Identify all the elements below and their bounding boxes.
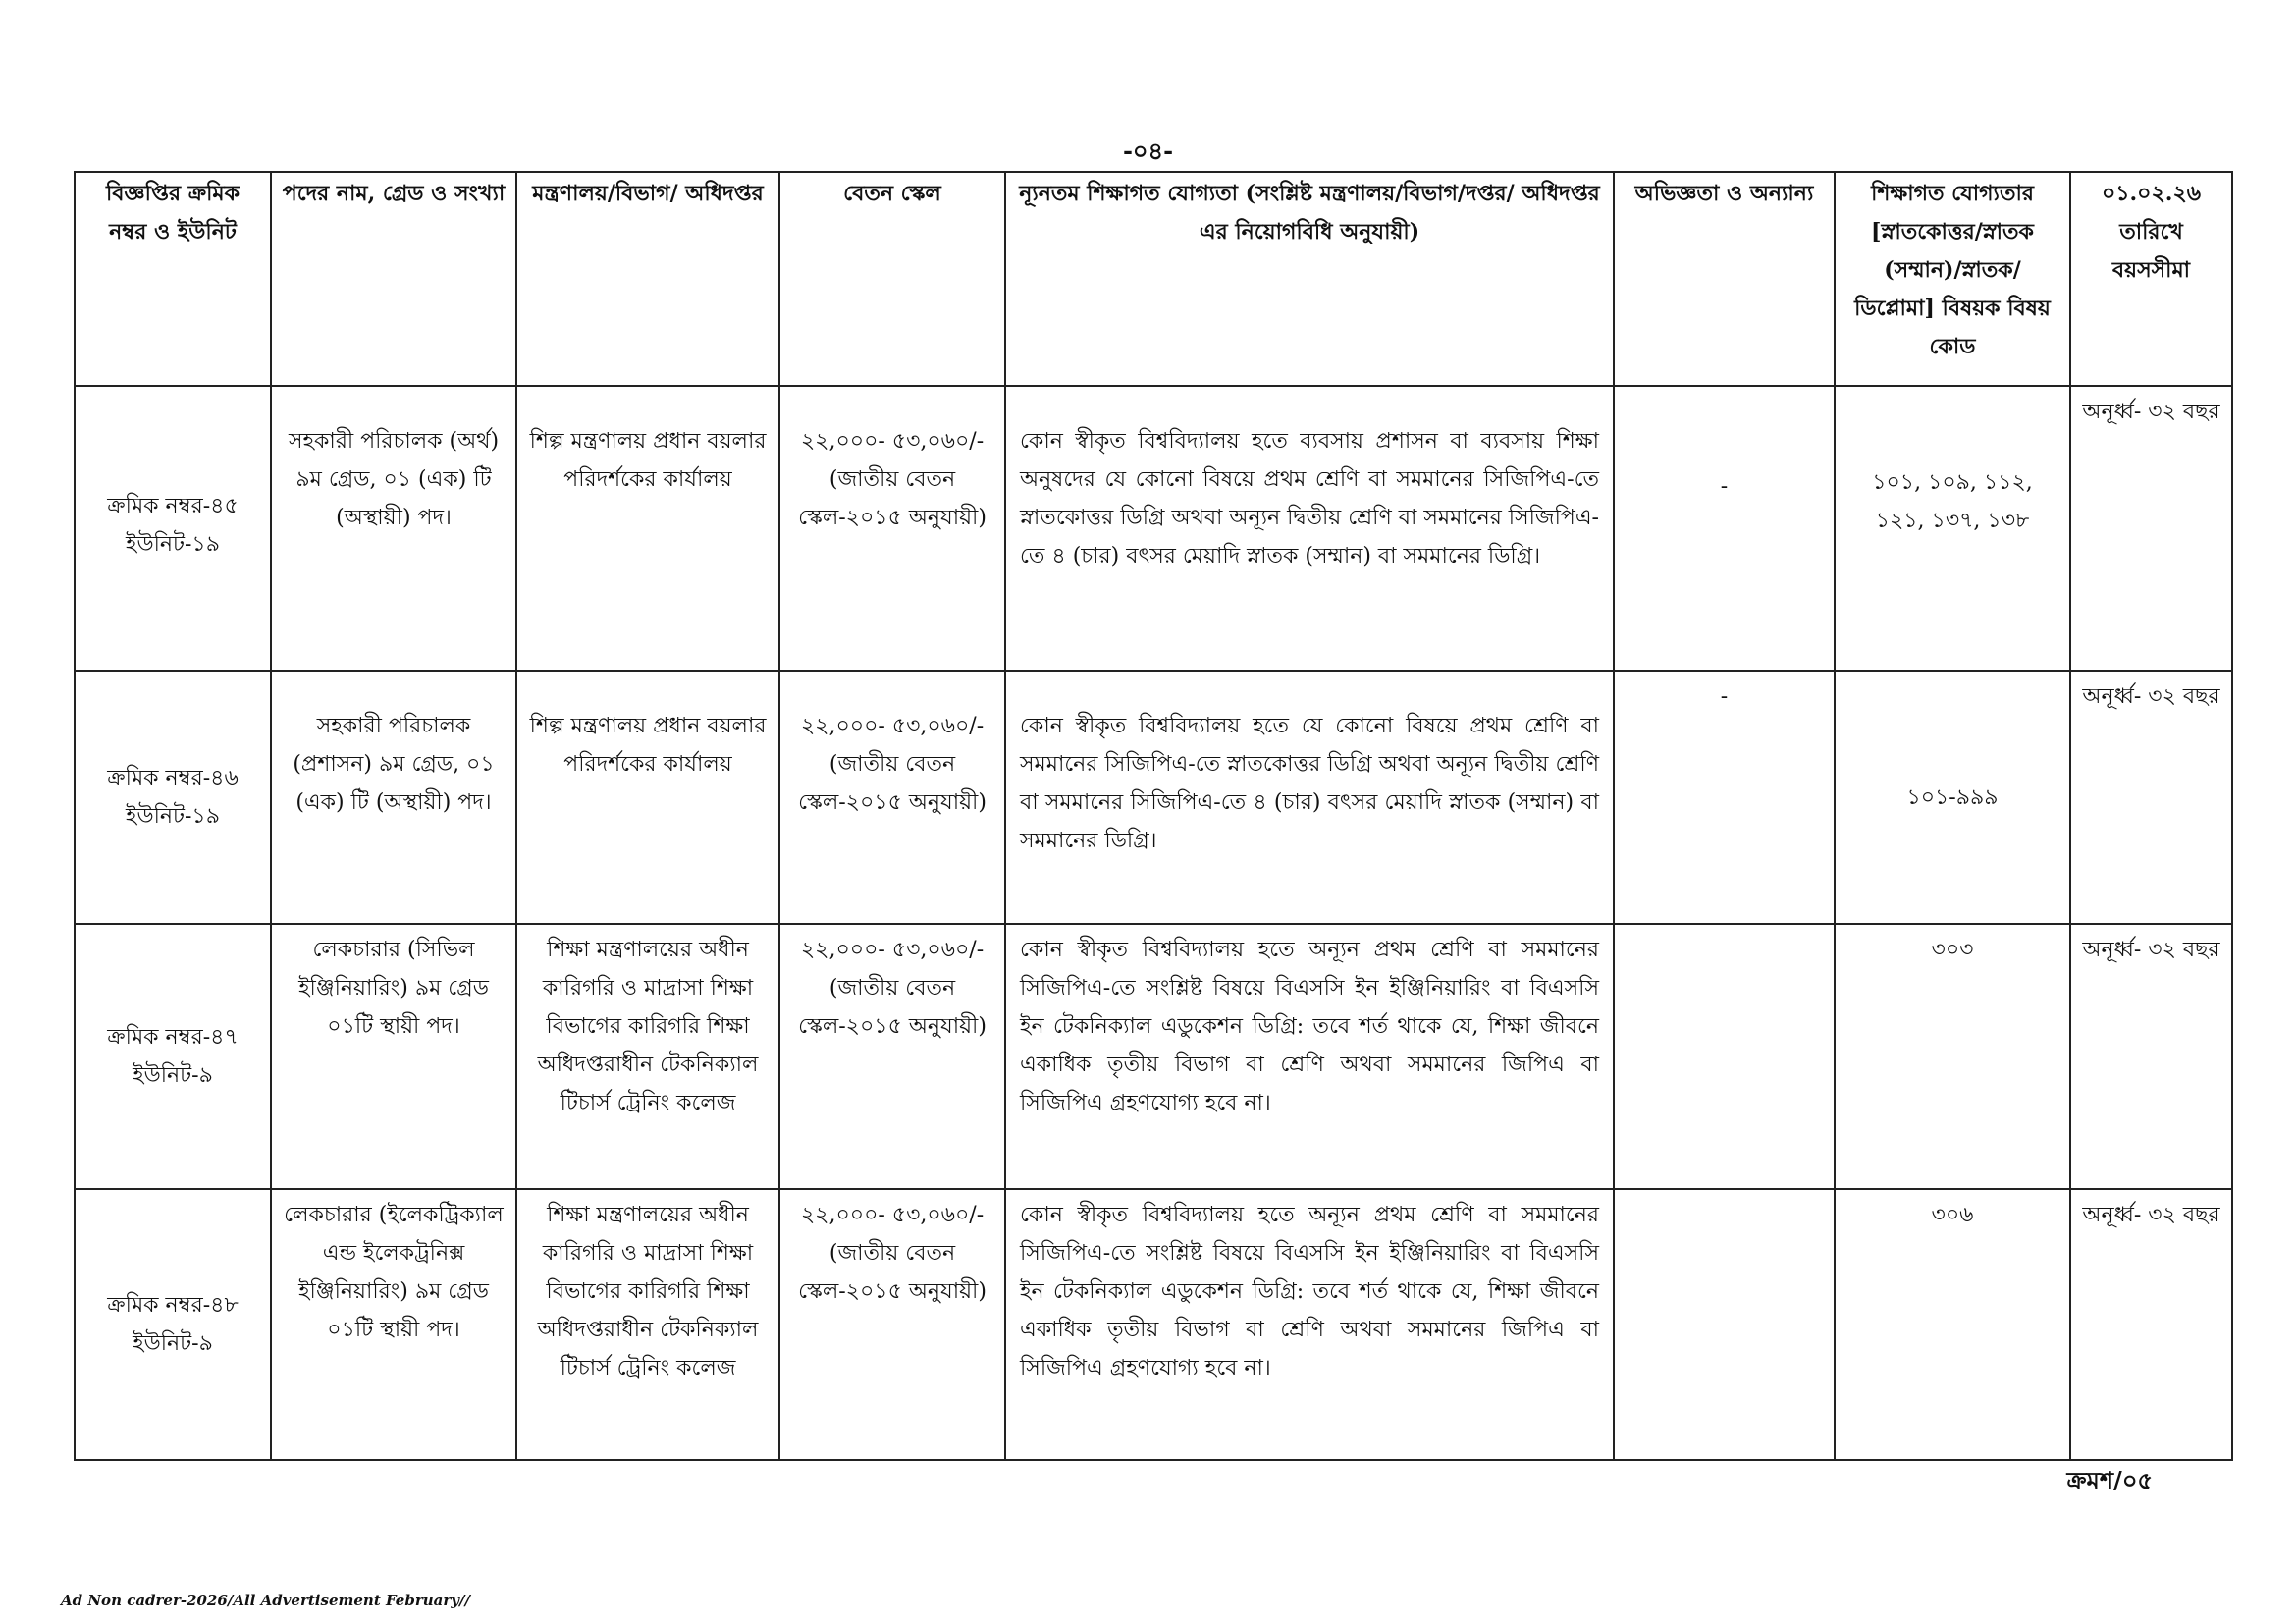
serial-cell: ক্রমিক নম্বর-৪৫ ইউনিট-১৯ — [75, 386, 271, 671]
header-post: পদের নাম, গ্রেড ও সংখ্যা — [271, 172, 516, 386]
continued-note: ক্রমশ/০৫ — [2066, 1466, 2153, 1494]
experience-cell — [1614, 924, 1835, 1189]
header-age-limit: ০১.০২.২৬ তারিখে বয়সসীমা — [2070, 172, 2232, 386]
serial-cell: ক্রমিক নম্বর-৪৬ ইউনিট-১৯ — [75, 671, 271, 924]
header-subject-codes: শিক্ষাগত যোগ্যতার [স্নাতকোত্তর/স্নাতক (সম্মান)/স্নাতক/ ডিপ্লোমা] বিষয়ক বিষয় কোড — [1835, 172, 2070, 386]
table-row — [75, 671, 2232, 924]
pay-scale-cell: ২২,০০০- ৫৩,০৬০/- (জাতীয় বেতন স্কেল-২০১৫ অনুযায়ী) — [779, 386, 1005, 671]
header-serial: বিজ্ঞপ্তির ক্রমিক নম্বর ও ইউনিট — [75, 172, 271, 386]
ministry-cell: শিক্ষা মন্ত্রণালয়ের অধীন কারিগরি ও মাদ্রাসা শিক্ষা বিভাগের কারিগরি শিক্ষা অধিদপ্তরাধীন টেকনিক্যাল টিচার্স ট্রেনিং কলেজ — [516, 1189, 779, 1460]
post-cell: লেকচারার (সিভিল ইঞ্জিনিয়ারিং) ৯ম গ্রেড ০১টি স্থায়ী পদ। — [271, 924, 516, 1189]
table-row — [75, 386, 2232, 671]
advertisement-table — [74, 171, 2233, 1461]
experience-cell: - — [1614, 671, 1835, 924]
age-limit-cell: অনূর্ধ্ব- ৩২ বছর — [2070, 924, 2232, 1189]
post-cell: সহকারী পরিচালক (প্রশাসন) ৯ম গ্রেড, ০১ (এক) টি (অস্থায়ী) পদ। — [271, 671, 516, 924]
pay-scale-cell: ২২,০০০- ৫৩,০৬০/- (জাতীয় বেতন স্কেল-২০১৫ অনুযায়ী) — [779, 671, 1005, 924]
pay-scale-cell: ২২,০০০- ৫৩,০৬০/- (জাতীয় বেতন স্কেল-২০১৫ অনুযায়ী) — [779, 924, 1005, 1189]
subject-codes-cell: ৩০৬ — [1835, 1189, 2070, 1460]
post-cell: সহকারী পরিচালক (অর্থ) ৯ম গ্রেড, ০১ (এক) টি (অস্থায়ী) পদ। — [271, 386, 516, 671]
header-qualification: ন্যূনতম শিক্ষাগত যোগ্যতা (সংশ্লিষ্ট মন্ত্রণালয়/বিভাগ/দপ্তর/ অধিদপ্তর এর নিয়োগবিধি অনুযায়ী) — [1005, 172, 1614, 386]
qualification-cell: কোন স্বীকৃত বিশ্ববিদ্যালয় হতে ব্যবসায় প্রশাসন বা ব্যবসায় শিক্ষা অনুষদের যে কোনো বিষয়ে প্রথম শ্রেণি বা সমমানের সিজিপিএ-তে স্নাতকোত্তর ডিগ্রি অথবা অন্যূন দ্বিতীয় শ্রেণি বা সমমানের সিজিপিএ-তে ৪ (চার) বৎসর মেয়াদি স্নাতক (সম্মান) বা সমমানের ডিগ্রি। — [1005, 386, 1614, 671]
age-limit-cell: অনূর্ধ্ব- ৩২ বছর — [2070, 386, 2232, 671]
serial-cell: ক্রমিক নম্বর-৪৭ ইউনিট-৯ — [75, 924, 271, 1189]
table-row — [75, 924, 2232, 1189]
ministry-cell: শিল্প মন্ত্রণালয় প্রধান বয়লার পরিদর্শকের কার্যালয় — [516, 386, 779, 671]
header-row — [75, 172, 2232, 386]
footer-reference: Ad Non cadrer-2026/All Advertisement February// — [61, 1592, 470, 1609]
experience-cell — [1614, 1189, 1835, 1460]
experience-cell: - — [1614, 386, 1835, 671]
page-number: -০৪- — [1122, 136, 1174, 165]
age-limit-cell: অনূর্ধ্ব- ৩২ বছর — [2070, 1189, 2232, 1460]
ministry-cell: শিল্প মন্ত্রণালয় প্রধান বয়লার পরিদর্শকের কার্যালয় — [516, 671, 779, 924]
qualification-cell: কোন স্বীকৃত বিশ্ববিদ্যালয় হতে অন্যূন প্রথম শ্রেণি বা সমমানের সিজিপিএ-তে সংশ্লিষ্ট বিষয়ে বিএসসি ইন ইঞ্জিনিয়ারিং বা বিএসসি ইন টেকনিক্যাল এডুকেশন ডিগ্রি: তবে শর্ত থাকে যে, শিক্ষা জীবনে একাধিক তৃতীয় বিভাগ বা শ্রেণি অথবা সমমানের জিপিএ বা সিজিপিএ গ্রহণযোগ্য হবে না। — [1005, 1189, 1614, 1460]
subject-codes-cell: ৩০৩ — [1835, 924, 2070, 1189]
ministry-cell: শিক্ষা মন্ত্রণালয়ের অধীন কারিগরি ও মাদ্রাসা শিক্ষা বিভাগের কারিগরি শিক্ষা অধিদপ্তরাধীন টেকনিক্যাল টিচার্স ট্রেনিং কলেজ — [516, 924, 779, 1189]
pay-scale-cell: ২২,০০০- ৫৩,০৬০/- (জাতীয় বেতন স্কেল-২০১৫ অনুযায়ী) — [779, 1189, 1005, 1460]
header-ministry: মন্ত্রণালয়/বিভাগ/ অধিদপ্তর — [516, 172, 779, 386]
header-pay-scale: বেতন স্কেল — [779, 172, 1005, 386]
qualification-cell: কোন স্বীকৃত বিশ্ববিদ্যালয় হতে অন্যূন প্রথম শ্রেণি বা সমমানের সিজিপিএ-তে সংশ্লিষ্ট বিষয়ে বিএসসি ইন ইঞ্জিনিয়ারিং বা বিএসসি ইন টেকনিক্যাল এডুকেশন ডিগ্রি: তবে শর্ত থাকে যে, শিক্ষা জীবনে একাধিক তৃতীয় বিভাগ বা শ্রেণি অথবা সমমানের জিপিএ বা সিজিপিএ গ্রহণযোগ্য হবে না। — [1005, 924, 1614, 1189]
qualification-cell: কোন স্বীকৃত বিশ্ববিদ্যালয় হতে যে কোনো বিষয়ে প্রথম শ্রেণি বা সমমানের সিজিপিএ-তে স্নাতকোত্তর ডিগ্রি অথবা অন্যূন দ্বিতীয় শ্রেণি বা সমমানের সিজিপিএ-তে ৪ (চার) বৎসর মেয়াদি স্নাতক (সম্মান) বা সমমানের ডিগ্রি। — [1005, 671, 1614, 924]
post-cell: লেকচারার (ইলেকট্রিক্যাল এন্ড ইলেকট্রনিক্স ইঞ্জিনিয়ারিং) ৯ম গ্রেড ০১টি স্থায়ী পদ। — [271, 1189, 516, 1460]
table-row — [75, 1189, 2232, 1460]
subject-codes-cell: ১০১, ১০৯, ১১২, ১২১, ১৩৭, ১৩৮ — [1835, 386, 2070, 671]
header-experience: অভিজ্ঞতা ও অন্যান্য — [1614, 172, 1835, 386]
age-limit-cell: অনূর্ধ্ব- ৩২ বছর — [2070, 671, 2232, 924]
serial-cell: ক্রমিক নম্বর-৪৮ ইউনিট-৯ — [75, 1189, 271, 1460]
subject-codes-cell: ১০১-৯৯৯ — [1835, 671, 2070, 924]
